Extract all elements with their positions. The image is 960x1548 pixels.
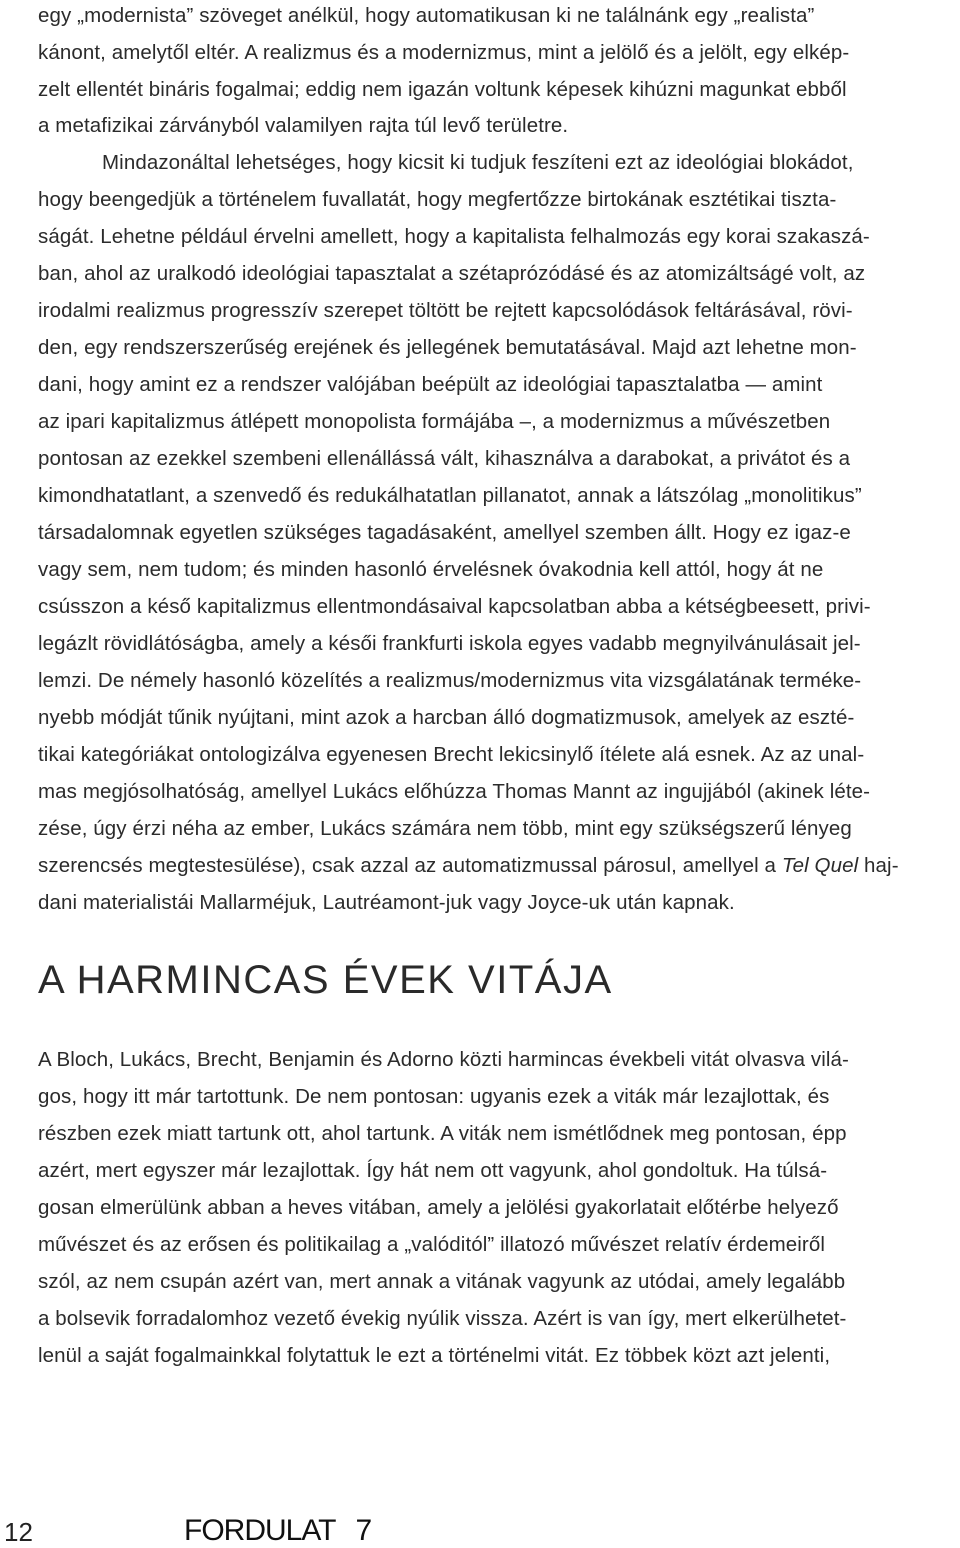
journal-title-italic: Tel Quel — [781, 854, 859, 877]
text-line: csússzon a késő kapitalizmus ellentmondásaival kapcsolatban abba a kétségbeesett, privi- — [38, 595, 871, 618]
section-heading: A HARMINCAS ÉVEK VITÁJA — [38, 958, 613, 1002]
text-line: ságát. Lehetne például érvelni amellett, hogy a kapitalista felhalmozás egy korai szakaszá- — [38, 225, 870, 248]
text-line: pontosan az ezekkel szembeni ellenállássá vált, kihasználva a darabokat, a privátot és a — [38, 447, 851, 470]
text-line: művészet és az erősen és politikailag a „valóditól” illatozó művészet relatív érdemeiről — [38, 1233, 826, 1256]
text-line: nyebb módját tűnik nyújtani, mint azok a harcban álló dogmatizmusok, amelyek az eszté- — [38, 706, 855, 729]
text-line: részben ezek miatt tartunk ott, ahol tartunk. A viták nem ismétlődnek meg pontosan, épp — [38, 1122, 847, 1145]
text-line: mas megjósolhatóság, amellyel Lukács előhúzza Thomas Mannt az ingujjából (akinek léte- — [38, 780, 871, 803]
text-line: azért, mert egyszer már lezajlottak. Így hát nem ott vagyunk, ahol gondoltuk. Ha túlsá- — [38, 1159, 828, 1182]
text-line: dani materialistái Mallarméjuk, Lautréamont-juk vagy Joyce-uk után kapnak. — [38, 891, 735, 914]
text-line: dani, hogy amint ez a rendszer valójában beépült az ideológiai tapasztalatba — amint — [38, 373, 823, 396]
text-line — [38, 854, 899, 878]
text-line: társadalomnak egyetlen szükséges tagadásaként, amellyel szemben állt. Hogy ez igaz-e — [38, 521, 851, 544]
text-line: a metafizikai zárványból valamilyen rajta túl levő területre. — [38, 114, 569, 137]
text-line: legázlt rövidlátóságba, amely a késői frankfurti iskola egyes vadabb megnyilvánulásait jel- — [38, 632, 861, 655]
text-line: ban, ahol az uralkodó ideológiai tapasztalat a szétaprózódásé és az atomizáltságé volt, az — [38, 262, 866, 285]
text-line: A Bloch, Lukács, Brecht, Benjamin és Adorno közti harmincas évekbeli vitát olvasva vilá- — [38, 1048, 849, 1071]
text-run: szerencsés megtestesülése), csak azzal az automatizmussal párosul, amellyel a — [38, 854, 782, 877]
text-run: haj- — [858, 854, 899, 877]
text-line: lemzi. De némely hasonló közelítés a realizmus/modernizmus vita vizsgálatának terméke- — [38, 669, 862, 692]
text-line: gosan elmerülünk abban a heves vitában, amely a jelölési gyakorlatait előtérbe helyező — [38, 1196, 839, 1219]
text-line: szól, az nem csupán azért van, mert annak a vitának vagyunk az utódai, amely legalább — [38, 1270, 846, 1293]
text-line: lenül a saját fogalmainkkal folytattuk le ezt a történelmi vitát. Ez többek közt azt jelenti, — [38, 1344, 831, 1367]
text-line: kánont, amelytől eltér. A realizmus és a modernizmus, mint a jelölő és a jelölt, egy elkép- — [38, 41, 850, 64]
journal-brand — [184, 1514, 371, 1548]
text-line: vagy sem, nem tudom; és minden hasonló érvelésnek óvakodnia kell attól, hogy át ne — [38, 558, 824, 581]
text-line: irodalmi realizmus progresszív szerepet töltött be rejtett kapcsolódások feltárásával, rövi- — [38, 299, 853, 322]
page-number: 12 — [4, 1517, 33, 1547]
text-line: az ipari kapitalizmus átlépett monopolista formájába –, a modernizmus a művészetben — [38, 410, 831, 433]
text-line: a bolsevik forradalomhoz vezető évekig nyúlik vissza. Azért is van így, mert elkerülhetet- — [38, 1307, 847, 1330]
text-line: gos, hogy itt már tartottunk. De nem pontosan: ugyanis ezek a viták már lezajlottak, és — [38, 1085, 830, 1108]
journal-name: FORDULAT — [184, 1514, 336, 1547]
text-line: hogy beengedjük a történelem fuvallatát, hogy megfertőzze birtokának esztétikai tiszta- — [38, 188, 837, 211]
issue-number: 7 — [355, 1514, 372, 1547]
text-line: kimondhatatlant, a szenvedő és redukálhatatlan pillanatot, annak a látszólag „monolitikus” — [38, 484, 862, 507]
text-line: tikai kategóriákat ontologizálva egyenesen Brecht lekicsinylő ítélete alá esnek. Az az unal- — [38, 743, 865, 766]
text-line: den, egy rendszerszerűség erejének és jellegének bemutatásával. Majd azt lehetne mon- — [38, 336, 857, 359]
text-line: zelt ellentét bináris fogalmai; eddig nem igazán voltunk képesek kihúzni magunkat ebből — [38, 78, 847, 101]
text-line: zése, úgy érzi néha az ember, Lukács számára nem több, mint egy szükségszerű lényeg — [38, 817, 852, 840]
text-line: Mindazonáltal lehetséges, hogy kicsit ki tudjuk feszíteni ezt az ideológiai blokádot, — [102, 151, 854, 174]
text-line: egy „modernista” szöveget anélkül, hogy automatikusan ki ne találnánk egy „realista” — [38, 4, 815, 27]
